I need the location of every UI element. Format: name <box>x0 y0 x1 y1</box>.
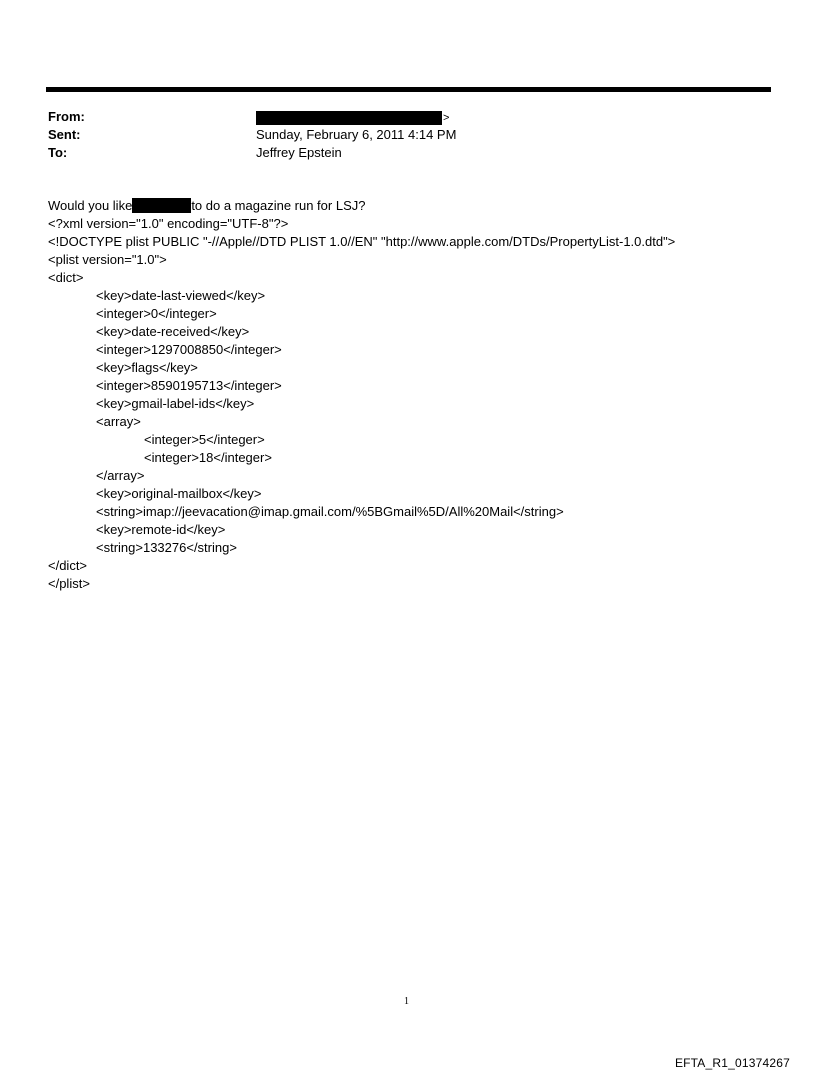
from-tail: > <box>443 112 450 124</box>
plist-line: </plist> <box>48 576 90 591</box>
intro-before: Would you like <box>48 198 133 213</box>
plist-line: <integer>8590195713</integer> <box>96 378 282 393</box>
header-rule <box>46 87 771 92</box>
plist-line: <integer>0</integer> <box>96 306 217 321</box>
plist-line: <key>flags</key> <box>96 360 198 375</box>
plist-line: <key>date-received</key> <box>96 324 250 339</box>
intro-after: to do a magazine run for LSJ? <box>191 198 366 213</box>
plist-line: </array> <box>96 468 145 483</box>
redaction-bar <box>256 111 442 125</box>
from-row <box>48 108 748 126</box>
plist-line: <string>imap://jeevacation@imap.gmail.com/%5BGmail%5D/All%20Mail</string> <box>96 504 564 519</box>
email-header <box>48 108 748 162</box>
plist-line: <key>gmail-label-ids</key> <box>96 396 255 411</box>
plist-line: <key>date-last-viewed</key> <box>96 288 266 303</box>
to-label: To: <box>48 145 68 160</box>
plist-line: <integer>5</integer> <box>144 432 265 447</box>
plist-line: <dict> <box>48 270 84 285</box>
redaction-bar <box>132 198 191 213</box>
sent-label: Sent: <box>48 127 81 142</box>
plist-line: </dict> <box>48 558 88 573</box>
to-row <box>48 144 748 162</box>
document-id: EFTA_R1_01374267 <box>674 1056 790 1070</box>
sent-value: Sunday, February 6, 2011 4:14 PM <box>256 127 457 142</box>
plist-line: <array> <box>96 414 141 429</box>
plist-line: <string>133276</string> <box>96 540 237 555</box>
plist-line: <key>remote-id</key> <box>96 522 226 537</box>
sent-row <box>48 126 748 144</box>
plist-content <box>48 215 788 593</box>
plist-line: <key>original-mailbox</key> <box>96 486 262 501</box>
email-body <box>48 197 788 593</box>
to-value: Jeffrey Epstein <box>256 145 342 160</box>
plist-line: <integer>1297008850</integer> <box>96 342 282 357</box>
plist-line: <!DOCTYPE plist PUBLIC "-//Apple//DTD PLIST 1.0//EN" "http://www.apple.com/DTDs/PropertyList-1.0.dtd"> <box>48 234 676 249</box>
intro-line <box>48 197 788 215</box>
from-label: From: <box>48 109 85 124</box>
page-number: 1 <box>404 996 409 1007</box>
plist-line: <integer>18</integer> <box>144 450 272 465</box>
from-value <box>256 108 449 127</box>
plist-line: <plist version="1.0"> <box>48 252 167 267</box>
plist-line: <?xml version="1.0" encoding="UTF-8"?> <box>48 216 289 231</box>
